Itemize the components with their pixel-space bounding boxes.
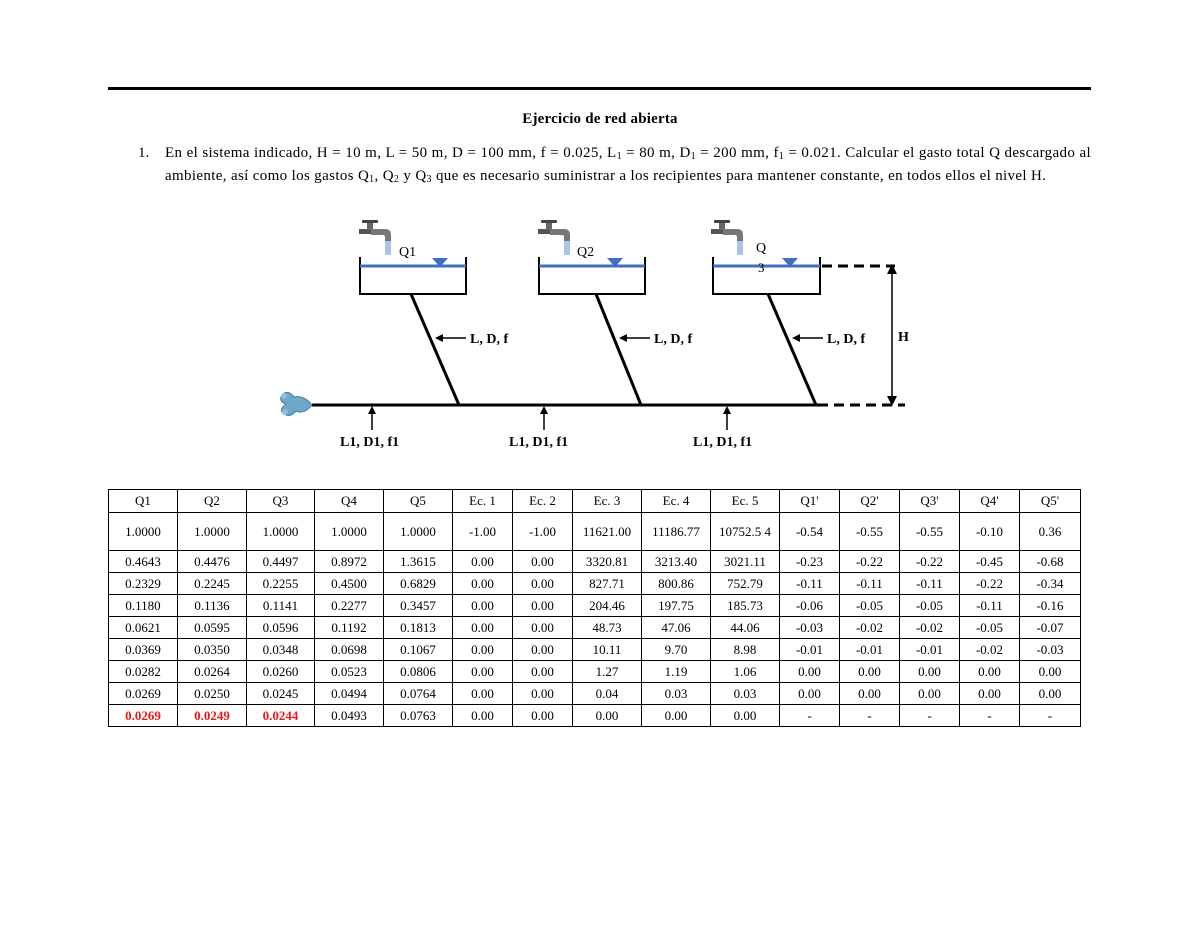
table-cell: - (780, 705, 840, 727)
table-cell: 47.06 (642, 617, 711, 639)
table-cell: 0.0698 (315, 639, 384, 661)
table-cell: -0.03 (780, 617, 840, 639)
branch-label-3: L, D, f (827, 332, 866, 347)
table-cell: 0.1192 (315, 617, 384, 639)
table-cell: 0.00 (453, 683, 513, 705)
faucet-icon (538, 220, 570, 255)
table-cell: -0.22 (960, 573, 1020, 595)
table-cell: 1.06 (711, 661, 780, 683)
table-cell: -0.07 (1020, 617, 1081, 639)
table-cell: 752.79 (711, 573, 780, 595)
column-header: Ec. 2 (513, 490, 573, 513)
table-cell: 0.2255 (247, 573, 315, 595)
tank-2 (538, 220, 645, 294)
table-cell: 0.00 (453, 551, 513, 573)
table-cell: 0.00 (711, 705, 780, 727)
arrow-left-icon (792, 334, 800, 342)
table-cell: 0.2277 (315, 595, 384, 617)
table-cell: 10.11 (573, 639, 642, 661)
table-cell: 0.0269 (109, 683, 178, 705)
branch-label-2: L, D, f (654, 332, 693, 347)
main-label-1: L1, D1, f1 (340, 435, 400, 450)
height-label: H (898, 330, 909, 345)
table-cell: 0.00 (780, 661, 840, 683)
table-cell: 0.03 (642, 683, 711, 705)
table-cell: 0.00 (453, 705, 513, 727)
table-cell: 197.75 (642, 595, 711, 617)
table-cell: -0.02 (900, 617, 960, 639)
table-cell: 185.73 (711, 595, 780, 617)
table-cell: -0.34 (1020, 573, 1081, 595)
table-cell: - (1020, 705, 1081, 727)
table-cell: 0.00 (1020, 661, 1081, 683)
table-row (109, 705, 1081, 727)
faucet-icon (711, 220, 743, 255)
table-cell: 0.00 (900, 683, 960, 705)
problem-text-part: = 80 m, D (621, 145, 691, 161)
table-cell: 1.3615 (384, 551, 453, 573)
table-cell: 11621.00 (573, 513, 642, 551)
table-cell: 1.0000 (384, 513, 453, 551)
table-row (109, 617, 1081, 639)
table-cell: 1.0000 (178, 513, 247, 551)
table-cell: 0.1067 (384, 639, 453, 661)
problem-text-part: En el sistema indicado, H = 10 m, L = 50 m, D = 100 mm, f = 0.025, L (165, 145, 617, 161)
table-cell: -0.55 (900, 513, 960, 551)
table-cell: 0.0621 (109, 617, 178, 639)
column-header: Ec. 5 (711, 490, 780, 513)
table-cell: 44.06 (711, 617, 780, 639)
table-cell: -0.68 (1020, 551, 1081, 573)
table-cell: 0.00 (453, 595, 513, 617)
table-cell: 0.1813 (384, 617, 453, 639)
table-cell: 204.46 (573, 595, 642, 617)
table-cell: 0.00 (453, 661, 513, 683)
table-row (109, 595, 1081, 617)
discharge-spray-icon (281, 392, 312, 415)
table-cell: 0.00 (513, 683, 573, 705)
table-cell: -0.55 (840, 513, 900, 551)
table-cell: 1.0000 (315, 513, 384, 551)
table-cell: 9.70 (642, 639, 711, 661)
table-cell: - (840, 705, 900, 727)
column-header: Q2' (840, 490, 900, 513)
tank-label-q3-sub: 3 (758, 260, 765, 275)
table-cell: -0.54 (780, 513, 840, 551)
table-cell: 0.0806 (384, 661, 453, 683)
table-cell: 0.4497 (247, 551, 315, 573)
table-cell: 3021.11 (711, 551, 780, 573)
table-cell: 0.00 (513, 639, 573, 661)
table-cell: 0.00 (960, 661, 1020, 683)
problem-text-part: = 200 mm, f (696, 145, 779, 161)
table-cell: -0.22 (900, 551, 960, 573)
page-title: Ejercicio de red abierta (522, 111, 678, 127)
table-row (109, 551, 1081, 573)
arrow-up-icon (368, 406, 376, 414)
table-cell: -0.11 (780, 573, 840, 595)
table-cell: 0.00 (453, 573, 513, 595)
table-cell: 0.0348 (247, 639, 315, 661)
tank-label-q2: Q2 (577, 245, 595, 260)
table-cell: -0.16 (1020, 595, 1081, 617)
table-cell: 0.0245 (247, 683, 315, 705)
table-cell: 0.00 (513, 551, 573, 573)
table-cell: 48.73 (573, 617, 642, 639)
table-cell: - (960, 705, 1020, 727)
branch-pipe-3 (768, 294, 816, 405)
table-cell: 0.0264 (178, 661, 247, 683)
subscript: 1 (616, 151, 622, 162)
table-cell: 0.00 (642, 705, 711, 727)
table-cell: 0.00 (1020, 683, 1081, 705)
table-cell: -0.01 (780, 639, 840, 661)
table-cell: 1.0000 (109, 513, 178, 551)
table-cell: 0.6829 (384, 573, 453, 595)
table-cell: 0.00 (900, 661, 960, 683)
table-cell: 0.36 (1020, 513, 1081, 551)
arrow-left-icon (619, 334, 627, 342)
table-cell: 1.0000 (247, 513, 315, 551)
table-cell: 0.00 (780, 683, 840, 705)
table-row (109, 639, 1081, 661)
problem-text-part: = 0.021. Calcular el gasto total Q descargado al ambiente, así como los gastos Q (165, 145, 1091, 184)
table-cell: -0.10 (960, 513, 1020, 551)
tank-1 (359, 220, 466, 294)
table-cell: 800.86 (642, 573, 711, 595)
table-cell: 0.00 (960, 683, 1020, 705)
column-header: Q5' (1020, 490, 1081, 513)
table-cell: 0.4643 (109, 551, 178, 573)
table-cell: 0.4500 (315, 573, 384, 595)
table-cell: 3320.81 (573, 551, 642, 573)
table-cell: 0.2245 (178, 573, 247, 595)
table-cell: -0.01 (840, 639, 900, 661)
subscript: 1 (778, 151, 785, 162)
column-header: Ec. 3 (573, 490, 642, 513)
table-cell: 827.71 (573, 573, 642, 595)
main-label-2: L1, D1, f1 (509, 435, 569, 450)
table-cell: 0.0249 (178, 705, 247, 727)
column-header: Q3 (247, 490, 315, 513)
column-header: Q3' (900, 490, 960, 513)
table-cell: - (900, 705, 960, 727)
table-cell: 1.27 (573, 661, 642, 683)
table-cell: -0.11 (840, 573, 900, 595)
table-cell: 0.2329 (109, 573, 178, 595)
tank-label-q3: Q (756, 241, 767, 256)
table-cell: 0.00 (840, 683, 900, 705)
column-header: Q1' (780, 490, 840, 513)
table-cell: 0.0494 (315, 683, 384, 705)
problem-text-part: y Q (399, 167, 427, 184)
arrow-left-icon (435, 334, 443, 342)
table-cell: -0.02 (960, 639, 1020, 661)
problem-number: 1. (138, 145, 150, 161)
column-header: Ec. 1 (453, 490, 513, 513)
table-cell: 0.00 (513, 661, 573, 683)
subscript: 1 (369, 173, 375, 185)
table-cell: -1.00 (453, 513, 513, 551)
table-cell: 0.0269 (109, 705, 178, 727)
table-cell: -0.06 (780, 595, 840, 617)
table-cell: 0.0260 (247, 661, 315, 683)
table-cell: -0.05 (960, 617, 1020, 639)
tank-label-q1: Q1 (399, 245, 417, 260)
table-cell: 0.0595 (178, 617, 247, 639)
table-cell: -0.11 (960, 595, 1020, 617)
table-cell: 0.0764 (384, 683, 453, 705)
main-label-3: L1, D1, f1 (693, 435, 753, 450)
table-cell: 0.1141 (247, 595, 315, 617)
table-cell: 0.0350 (178, 639, 247, 661)
table-cell: 0.0523 (315, 661, 384, 683)
column-header: Q5 (384, 490, 453, 513)
table-cell: 3213.40 (642, 551, 711, 573)
column-header: Ec. 4 (642, 490, 711, 513)
iteration-table (108, 489, 1081, 727)
table-cell: 0.00 (513, 617, 573, 639)
table-cell: 0.00 (573, 705, 642, 727)
table-cell: 0.0250 (178, 683, 247, 705)
column-header: Q4 (315, 490, 384, 513)
tank-3 (711, 220, 820, 294)
table-cell: 8.98 (711, 639, 780, 661)
table-cell: -0.23 (780, 551, 840, 573)
table-cell: 0.03 (711, 683, 780, 705)
table-cell: 11186.77 (642, 513, 711, 551)
table-cell: -0.03 (1020, 639, 1081, 661)
table-header-row (109, 490, 1081, 513)
column-header: Q1 (109, 490, 178, 513)
faucet-icon (359, 220, 391, 255)
table-cell: -0.05 (900, 595, 960, 617)
table-row (109, 661, 1081, 683)
branch-label-1: L, D, f (470, 332, 509, 347)
table-row (109, 513, 1081, 551)
subscript: 1 (690, 151, 697, 162)
subscript: 3 (426, 173, 432, 185)
arrow-up-icon (540, 406, 548, 414)
table-cell: -0.05 (840, 595, 900, 617)
table-cell: -0.11 (900, 573, 960, 595)
table-cell: 0.8972 (315, 551, 384, 573)
table-cell: 0.1180 (109, 595, 178, 617)
table-cell: 0.00 (453, 617, 513, 639)
table-cell: -0.01 (900, 639, 960, 661)
column-header: Q4' (960, 490, 1020, 513)
table-cell: 10752.5 4 (711, 513, 780, 551)
table-cell: 0.3457 (384, 595, 453, 617)
table-cell: 1.19 (642, 661, 711, 683)
table-cell: 0.0369 (109, 639, 178, 661)
column-header: Q2 (178, 490, 247, 513)
problem-text-part: , Q (374, 167, 394, 184)
table-cell: 0.1136 (178, 595, 247, 617)
problem-text-part: que es necesario suministrar a los recipientes para mantener constante, en todos ellos el nivel H. (431, 167, 1047, 184)
table-cell: 0.0763 (384, 705, 453, 727)
table-cell: 0.04 (573, 683, 642, 705)
table-cell: -0.02 (840, 617, 900, 639)
table-cell: 0.0493 (315, 705, 384, 727)
table-cell: -0.22 (840, 551, 900, 573)
table-cell: -0.45 (960, 551, 1020, 573)
table-row (109, 573, 1081, 595)
table-cell: 0.0244 (247, 705, 315, 727)
table-cell: 0.00 (840, 661, 900, 683)
branch-pipe-2 (596, 294, 641, 405)
table-cell: 0.0596 (247, 617, 315, 639)
table-cell: 0.00 (513, 573, 573, 595)
table-cell: 0.00 (513, 705, 573, 727)
table-cell: 0.00 (453, 639, 513, 661)
branch-pipe-1 (411, 294, 459, 405)
table-cell: 0.0282 (109, 661, 178, 683)
arrow-up-icon (723, 406, 731, 414)
table-cell: 0.00 (513, 595, 573, 617)
table-cell: -1.00 (513, 513, 573, 551)
table-cell: 0.4476 (178, 551, 247, 573)
table-row (109, 683, 1081, 705)
subscript: 2 (393, 173, 400, 185)
